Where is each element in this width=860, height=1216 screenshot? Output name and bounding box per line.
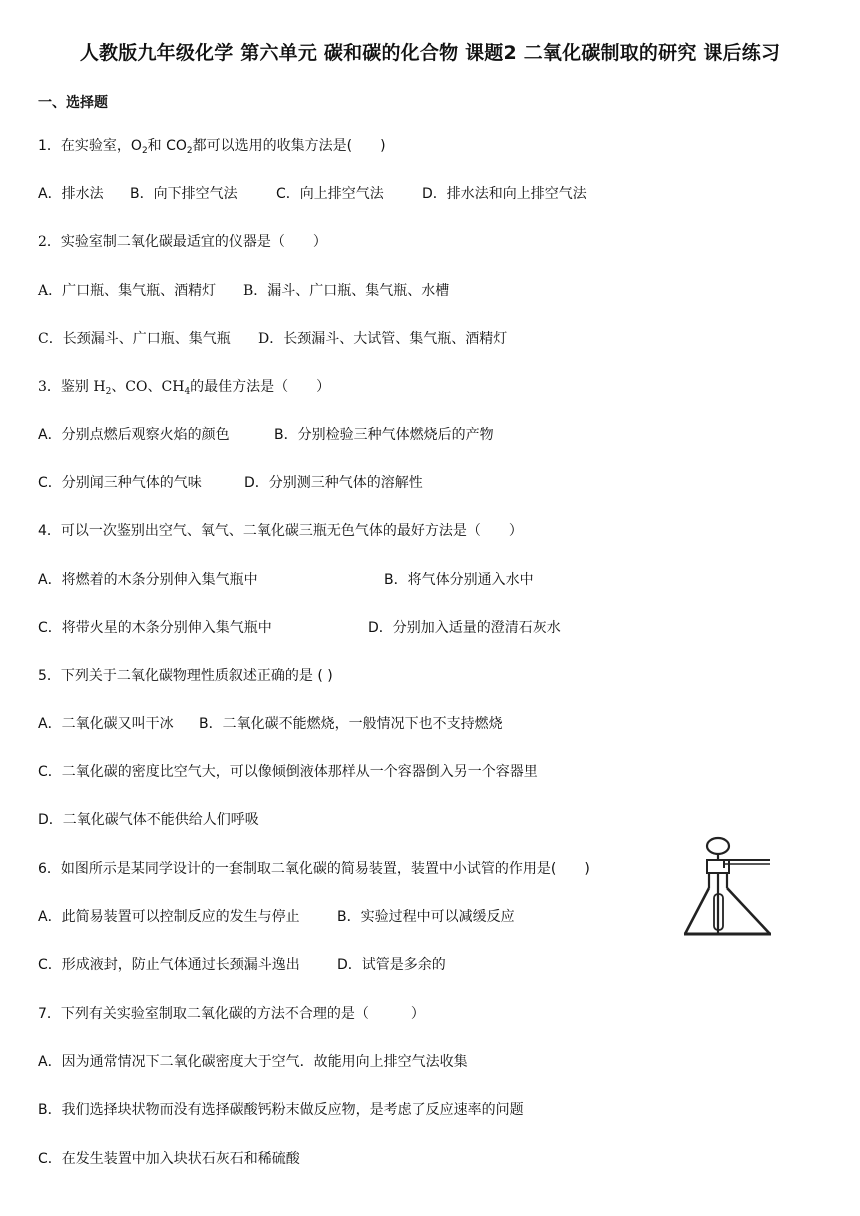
question-1-options [38,185,587,203]
option-a: A．分别点燃后观察火焰的颜色 [38,427,230,443]
question-2-options-ab [38,282,449,300]
question-2-stem: 2．实验室制二氧化碳最适宜的仪器是（ ） [38,234,327,250]
question-1-stem-part: 和 CO [147,138,187,154]
question-4-stem: 4．可以一次鉴别出空气、氧气、二氧化碳三瓶无色气体的最好方法是（ ） [38,523,523,539]
question-7-stem: 7．下列有关实验室制取二氧化碳的方法不合理的是（ ） [38,1006,425,1022]
option-b: B．分别检验三种气体燃烧后的产物 [274,427,494,443]
flask-apparatus-figure [678,836,774,940]
question-3-stem-part: 的最佳方法是（ ） [190,379,331,395]
question-6-stem: 6．如图所示是某同学设计的一套制取二氧化碳的简易装置，装置中小试管的作用是( ) [38,861,590,877]
option-b: B．漏斗、广口瓶、集气瓶、水槽 [243,283,450,299]
option-c: C．形成液封，防止气体通过长颈漏斗逸出 [38,957,300,973]
option-b: B．向下排空气法 [130,186,238,202]
subscript: 2 [141,146,148,156]
option-c: C．向上排空气法 [276,186,384,202]
question-5-option-c: C．二氧化碳的密度比空气大，可以像倾倒液体那样从一个容器倒入另一个容器里 [38,764,538,780]
option-d: D．分别测三种气体的溶解性 [244,475,423,491]
question-5-option-d: D．二氧化碳气体不能供给人们呼吸 [38,812,259,828]
option-a: A．此简易装置可以控制反应的发生与停止 [38,909,300,925]
question-6-options-ab [38,908,515,926]
question-5-stem: 5．下列关于二氧化碳物理性质叙述正确的是 ( ) [38,668,333,684]
question-3-stem-part: 、CO、CH [111,379,185,395]
page-title: 人教版九年级化学 第六单元 碳和碳的化合物 课题2 二氧化碳制取的研究 课后练习 [79,42,781,64]
question-3-stem [38,378,330,396]
option-c: C．将带火星的木条分别伸入集气瓶中 [38,620,272,636]
question-7-option-c: C．在发生装置中加入块状石灰石和稀硫酸 [38,1151,300,1167]
option-d: D．长颈漏斗、大试管、集气瓶、酒精灯 [258,331,508,347]
question-2-options-cd [38,330,507,348]
question-1-stem-part: 1．在实验室，O [38,138,142,154]
question-3-stem-part: 3．鉴别 H [38,379,106,395]
option-b: B．将气体分别通入水中 [384,572,534,588]
question-4-options-ab [38,571,534,589]
question-3-options-cd [38,474,423,492]
question-1-stem [38,137,386,155]
subscript: 4 [184,387,191,397]
option-a: A．将燃着的木条分别伸入集气瓶中 [38,572,258,588]
option-b: B．实验过程中可以减缓反应 [337,909,515,925]
option-b: B．二氧化碳不能燃烧，一般情况下也不支持燃烧 [199,716,503,732]
option-a: A．广口瓶、集气瓶、酒精灯 [38,283,217,299]
question-7-option-b: B．我们选择块状物而没有选择碳酸钙粉末做反应物，是考虑了反应速率的问题 [38,1102,524,1118]
question-5-options-ab [38,715,503,733]
section-heading: 一、选择题 [38,95,108,111]
question-7-option-a: A．因为通常情况下二氧化碳密度大于空气．故能用向上排空气法收集 [38,1054,468,1070]
question-6-options-cd [38,956,446,974]
option-d: D．分别加入适量的澄清石灰水 [368,620,561,636]
option-d: D．试管是多余的 [337,957,446,973]
subscript: 2 [186,146,193,156]
option-a: A．二氧化碳又叫干冰 [38,716,174,732]
question-1-stem-part: 都可以选用的收集方法是( ) [192,138,386,154]
option-d: D．排水法和向上排空气法 [422,186,587,202]
question-4-options-cd [38,619,561,637]
option-c: C．长颈漏斗、广口瓶、集气瓶 [38,331,231,347]
option-a: A．排水法 [38,186,104,202]
subscript: 2 [105,387,112,397]
question-3-options-ab [38,426,494,444]
option-c: C．分别闻三种气体的气味 [38,475,202,491]
